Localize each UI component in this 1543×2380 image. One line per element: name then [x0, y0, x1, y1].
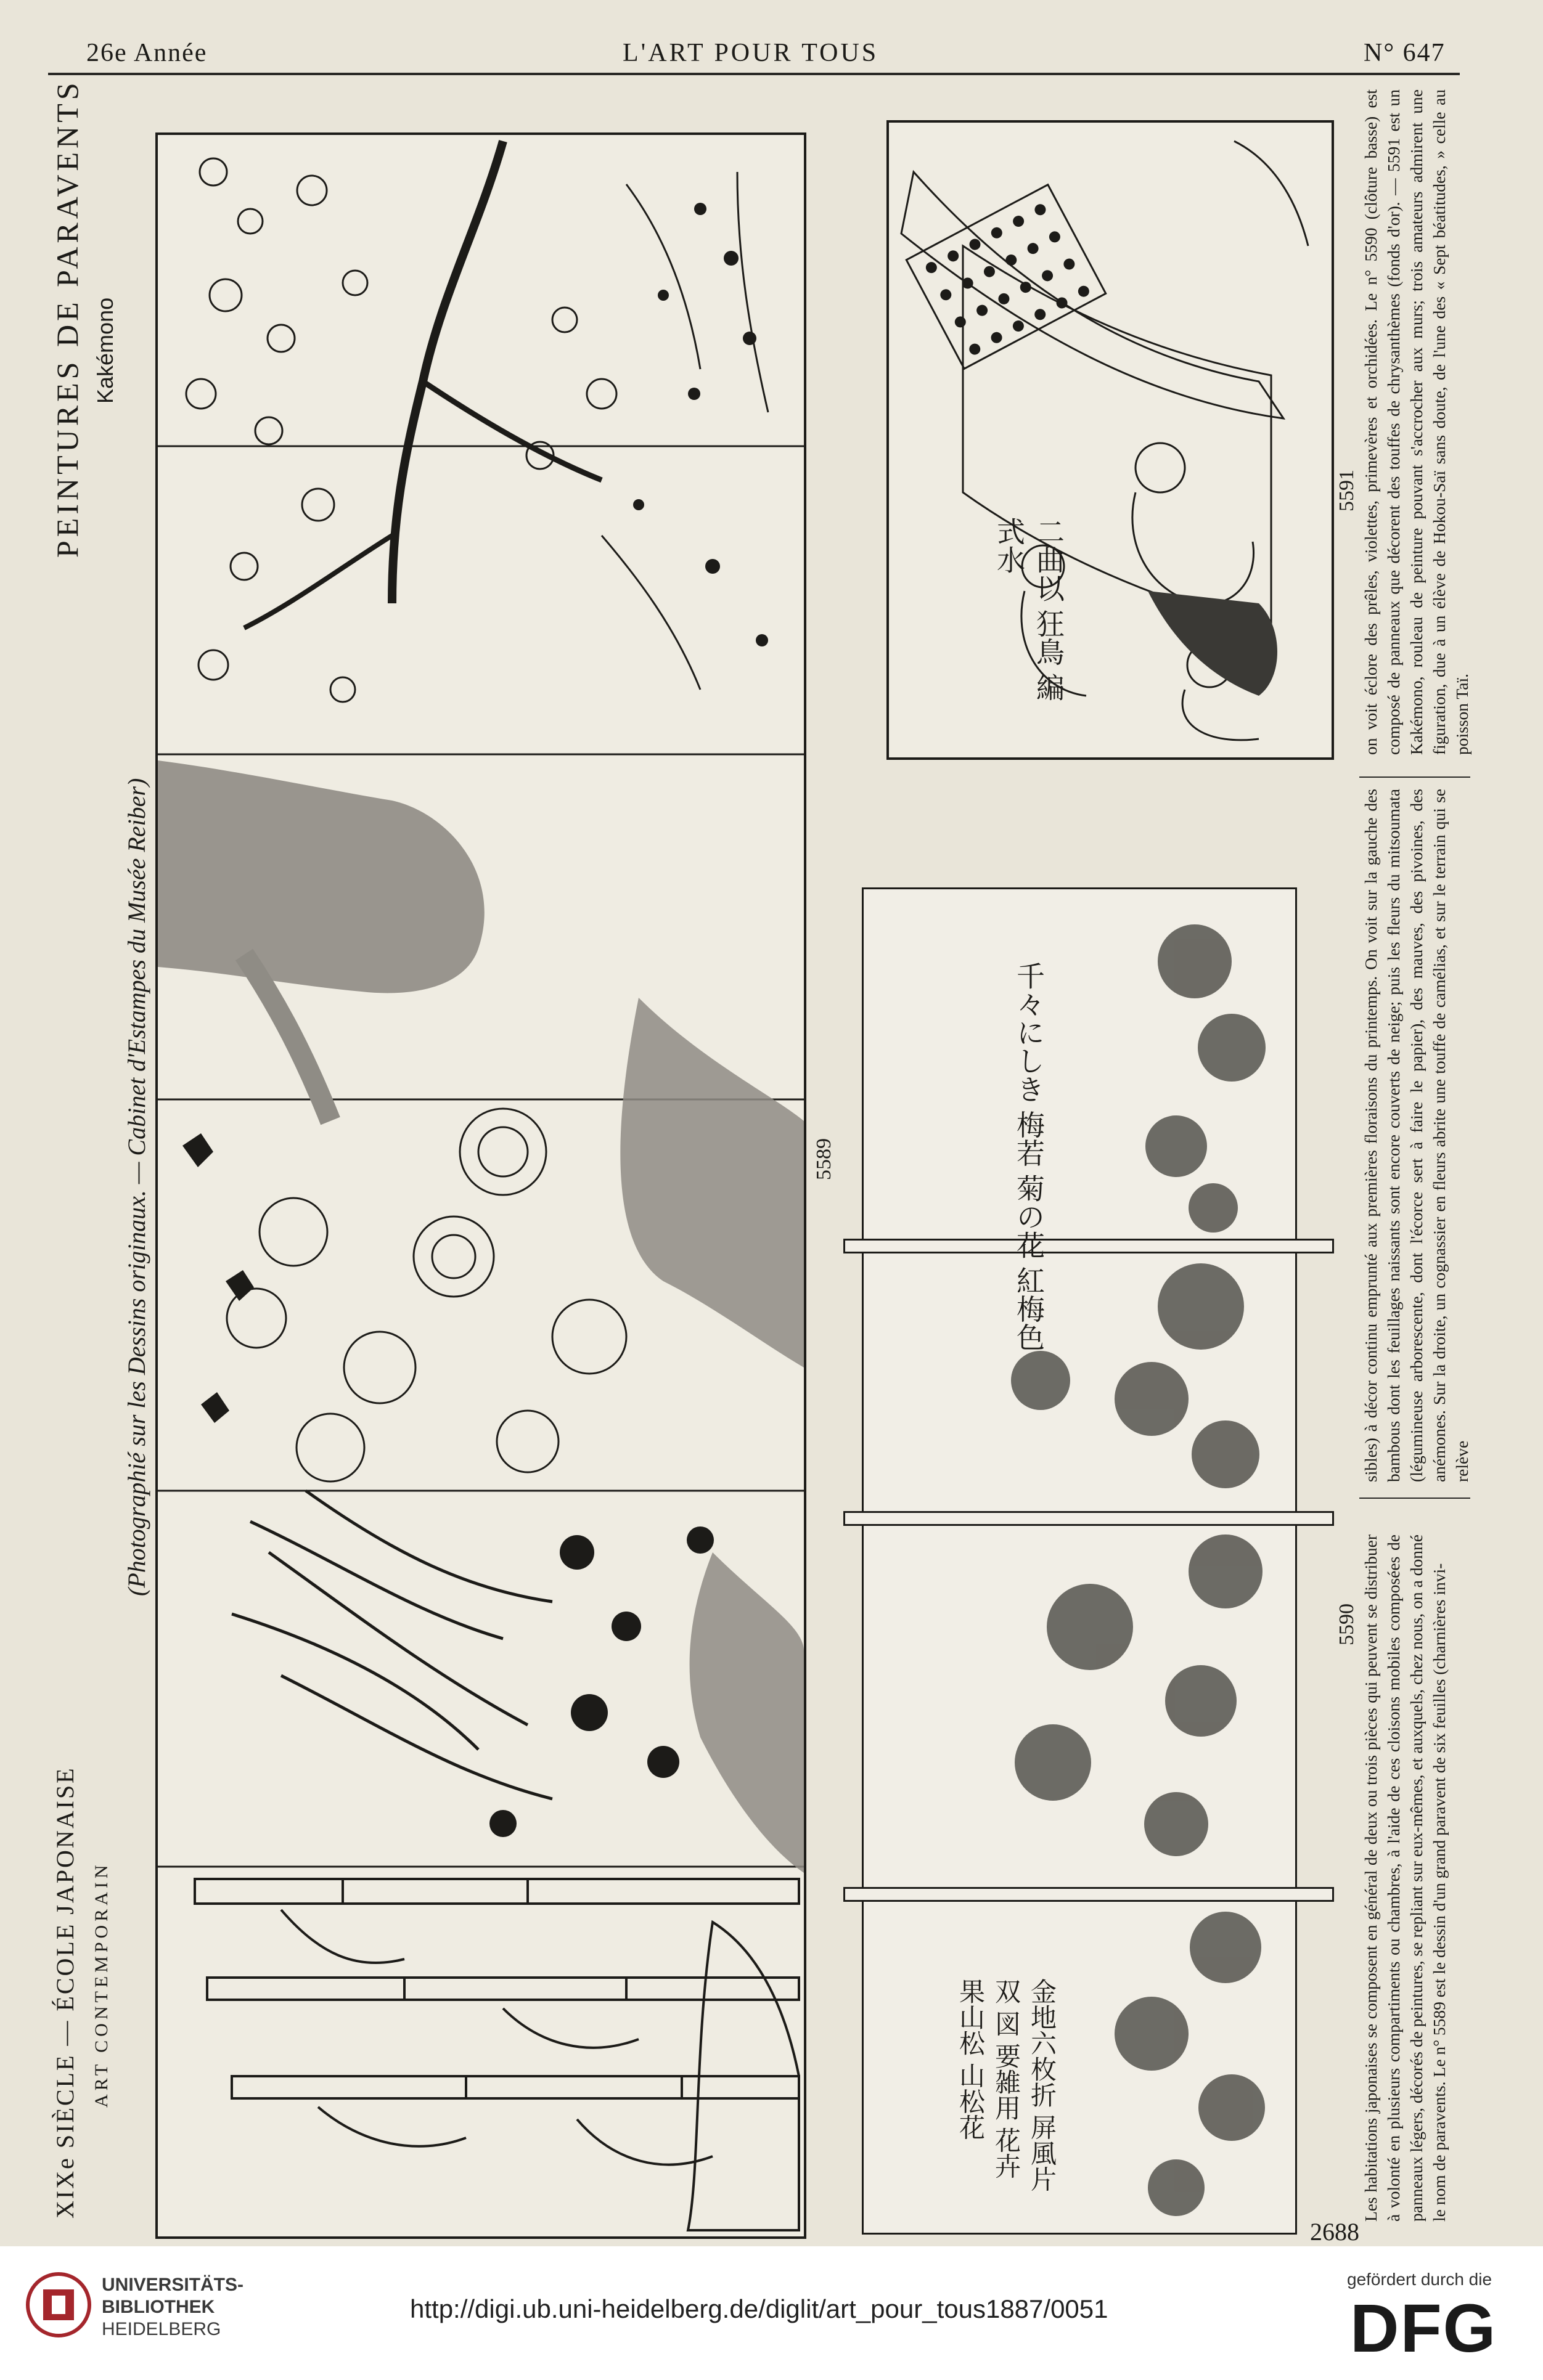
header-year: 26e Année	[86, 39, 208, 67]
library-name-line-2: BIBLIOTHEK	[102, 2297, 215, 2317]
body-column-1	[1359, 1534, 1451, 2222]
plate-5590-number: 5590	[1335, 1604, 1358, 1645]
side-art-label: ART CONTEMPORAIN	[91, 1861, 112, 2108]
kakemono-calligraphy: 二曲以 狂鳥 編式水	[993, 517, 1064, 701]
column-separator-1	[1359, 1498, 1470, 1499]
header-rule	[48, 73, 1460, 75]
dfg-logo: DFG	[1350, 2291, 1497, 2366]
plate-5591-frame	[886, 120, 1334, 760]
plate-5589-number: 5589	[812, 1138, 835, 1180]
screen-calligraphy-right: 千々にしき 梅若 菊の花 紅梅色	[1013, 961, 1044, 1351]
digitization-footer	[0, 2246, 1543, 2380]
side-title-main: PEINTURES DE PARAVENTS	[50, 79, 84, 558]
header-issue-number: N° 647	[1364, 39, 1446, 67]
source-url-link[interactable]: http://digi.ub.uni-heidelberg.de/diglit/art_pour_tous1887/0051	[410, 2294, 1108, 2323]
library-name-line-3: HEIDELBERG	[102, 2319, 221, 2339]
body-column-3	[1359, 89, 1473, 755]
body-column-2	[1359, 789, 1473, 1482]
body-column-2-text: sibles) à décor continu emprunté aux premières floraisons du printemps. On voit sur la gauche des bambous dont les feuillages naissants sont encore couverts de neige; puis les fleurs du mitsoumata (légumineuse arborescente, dont l'écorce sert à faire le papier), des mauves, des pivoines, des anémones. Sur la droite, un cognassier en fleurs abrite une touffe de camélias, et sur le terrain qui se relève	[1361, 789, 1471, 1482]
funded-by-label: gefördert durch die	[1347, 2270, 1492, 2289]
body-column-1-text: Les habitations japonaises se composent en général de deux ou trois pièces qui peuvent se distribuer à volonté en plusieurs compartiments ou chambres, à l'aide de ces cloisons mobiles composées de panneaux légers, décorés de peintures, se repliant sur eux-mêmes, et auxquels, chez nous, on a donné le nom de paravents. Le n° 5589 est le dessin d'un grand paravent de six feuilles (charnières invi-	[1361, 1534, 1449, 2222]
library-name	[102, 2274, 244, 2341]
column-separator-2	[1359, 776, 1470, 778]
plate-5590-screen	[831, 887, 1336, 2231]
plate-5591-number: 5591	[1335, 470, 1358, 511]
page-number: 2688	[1310, 2218, 1359, 2246]
screen-calligraphy-left: 金地六枚折 屏風片双 図 要雑用 花卉 果山松 山松花	[956, 1978, 1055, 2192]
plate-5589-frame	[155, 132, 806, 2239]
header-journal-title: L'ART POUR TOUS	[623, 39, 879, 67]
photo-credit: (Photographié sur les Dessins originaux. — Cabinet d'Estampes du Musée Reiber)	[123, 778, 150, 1596]
side-title-sub: Kakémono	[92, 297, 118, 404]
side-century-label: XIXe SIÈCLE — ÉCOLE JAPONAISE	[51, 1766, 79, 2219]
heidelberg-seal-icon	[25, 2271, 92, 2339]
library-name-line-1: UNIVERSITÄTS-	[102, 2275, 244, 2295]
body-column-3-text: on voit éclore des prêles, violettes, primevères et orchidées. Le n° 5590 (clôture basse) est composé de panneaux que décorent des touffes de chrysanthèmes (fonds d'or). — 5591 est un Kakémono, rouleau de peinture pouvant s'accrocher aux murs; trois amateurs admirent une figuration, due à un élève de Hokou-Saï sans doute, de l'une des « Sept béatitudes, » celle au poisson Taï.	[1361, 89, 1471, 755]
plate-5589-illustration	[158, 135, 804, 2236]
